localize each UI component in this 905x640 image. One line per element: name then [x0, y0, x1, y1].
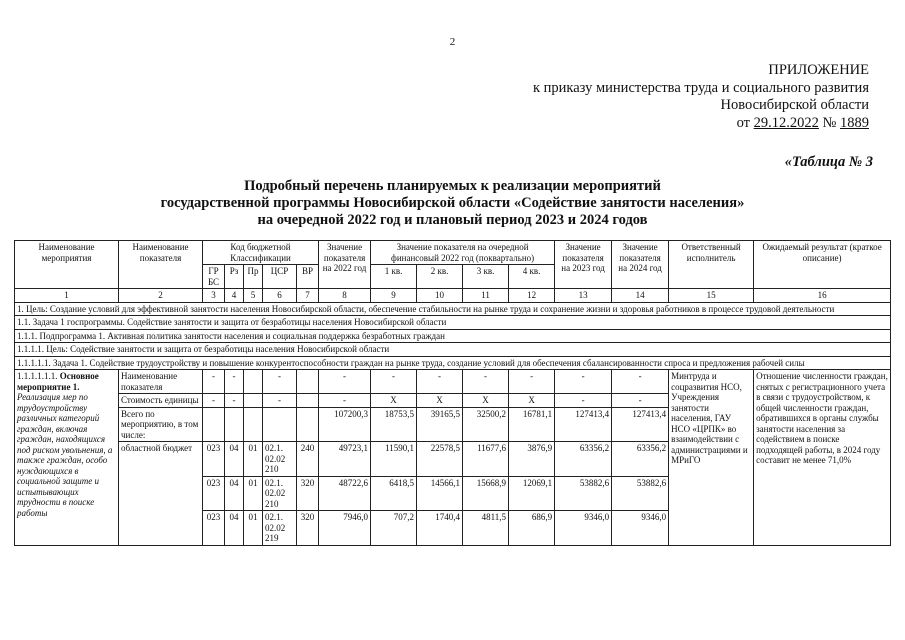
pr-cell — [244, 394, 263, 408]
value-2023-cell: 53882,6 — [555, 476, 612, 511]
header-responsible: Ответственный исполнитель — [669, 241, 754, 289]
csr-cell: 02.1. 02.02 210 — [263, 476, 297, 511]
q2-cell: 14566,1 — [417, 476, 463, 511]
measures-table — [14, 240, 891, 546]
order-date: 29.12.2022 — [753, 114, 819, 131]
rz-cell — [225, 407, 244, 442]
csr-cell: 02.1. 02.02 219 — [263, 511, 297, 546]
header-quarterly: Значение показателя на очередной финансовый 2022 год (поквартально) — [371, 241, 555, 265]
event-code: 1.1.1.1.1.1. — [17, 371, 58, 381]
rz-cell: 04 — [225, 476, 244, 511]
col-num: 13 — [555, 289, 612, 303]
indicator-cell: областной бюджет — [119, 442, 203, 546]
rz-cell: 04 — [225, 511, 244, 546]
header-q4: 4 кв. — [509, 265, 555, 289]
q3-cell: 11677,6 — [463, 442, 509, 477]
rz-cell: 04 — [225, 442, 244, 477]
date-prefix: от — [736, 114, 754, 131]
q1-cell: - — [371, 370, 417, 394]
value-2024-cell: - — [612, 394, 669, 408]
grbs-cell: 023 — [203, 511, 225, 546]
vr-cell — [297, 407, 319, 442]
section-row — [15, 356, 891, 370]
q2-cell: X — [417, 394, 463, 408]
col-num: 3 — [203, 289, 225, 303]
grbs-cell: 023 — [203, 476, 225, 511]
header-pr: Пр — [244, 265, 263, 289]
vr-cell: 240 — [297, 442, 319, 477]
value-2024-cell: 9346,0 — [612, 511, 669, 546]
vr-cell — [297, 370, 319, 394]
section-row — [15, 302, 891, 316]
document-title — [0, 178, 905, 229]
page-number: 2 — [449, 36, 456, 48]
header-csr: ЦСР — [263, 265, 297, 289]
grbs-cell — [203, 407, 225, 442]
value-2024-cell: 63356,2 — [612, 442, 669, 477]
header-value-2024: Значение показателя на 2024 год — [612, 241, 669, 289]
header-row-1 — [15, 241, 891, 265]
q1-cell: X — [371, 394, 417, 408]
table-label: «Таблица № 3 — [784, 154, 873, 170]
q2-cell: 22578,5 — [417, 442, 463, 477]
header-vr: ВР — [297, 265, 319, 289]
q1-cell: 18753,5 — [371, 407, 417, 442]
csr-cell — [263, 407, 297, 442]
value-2023-cell: - — [555, 394, 612, 408]
section-goal: 1. Цель: Создание условий для эффективной занятости населения Новосибирской области, обеспечение стабильности на рынке труда и сохранение жизни и здоровья работников в процессе трудовой деятельности — [15, 302, 891, 316]
indicator-cell: Стоимость единицы — [119, 394, 203, 408]
col-num: 16 — [754, 289, 891, 303]
value-2022-cell: 48722,6 — [319, 476, 371, 511]
csr-cell: 02.1. 02.02 210 — [263, 442, 297, 477]
grbs-cell: 023 — [203, 442, 225, 477]
title-line-1: Подробный перечень планируемых к реализации мероприятий — [244, 178, 661, 194]
col-num: 8 — [319, 289, 371, 303]
appendix-line-1: к приказу министерства труда и социального развития — [532, 79, 869, 96]
pr-cell: 01 — [244, 511, 263, 546]
q2-cell: 1740,4 — [417, 511, 463, 546]
q3-cell: 32500,2 — [463, 407, 509, 442]
header-q2: 2 кв. — [417, 265, 463, 289]
rz-cell: - — [225, 370, 244, 394]
col-num: 1 — [15, 289, 119, 303]
col-num: 10 — [417, 289, 463, 303]
q1-cell: 707,2 — [371, 511, 417, 546]
q2-cell: 39165,5 — [417, 407, 463, 442]
vr-cell: 320 — [297, 476, 319, 511]
value-2023-cell: - — [555, 370, 612, 394]
grbs-cell: - — [203, 370, 225, 394]
csr-cell: - — [263, 370, 297, 394]
header-q1: 1 кв. — [371, 265, 417, 289]
section-subprogram: 1.1.1. Подпрограмма 1. Активная политика занятости населения и социальная поддержка безработных граждан — [15, 329, 891, 343]
pr-cell: 01 — [244, 476, 263, 511]
section-task: 1.1. Задача 1 госпрограммы. Содействие занятости и защита от безработицы населения Новосибирской области — [15, 316, 891, 330]
result-cell: Отношение численности граждан, снятых с регистрационного учета в связи с трудоустройством, к общей численности граждан, обратившихся в органы службы занятости населения за содействием в поиске подходящей работы, в 2024 году составит не менее 71,0% — [754, 370, 891, 546]
q3-cell: - — [463, 370, 509, 394]
indicator-cell: Наименование показателя — [119, 370, 203, 394]
pr-cell — [244, 370, 263, 394]
q3-cell: 4811,5 — [463, 511, 509, 546]
col-num: 6 — [263, 289, 297, 303]
indicator-cell: Всего по мероприятию, в том числе: — [119, 407, 203, 442]
q3-cell: X — [463, 394, 509, 408]
section-row — [15, 329, 891, 343]
title-line-3: на очередной 2022 год и плановый период 2023 и 2024 годов — [257, 212, 648, 228]
header-indicator: Наименование показателя — [119, 241, 203, 289]
col-num: 2 — [119, 289, 203, 303]
q4-cell: 16781,1 — [509, 407, 555, 442]
grbs-cell: - — [203, 394, 225, 408]
event-name: Основное мероприятие 1. — [17, 371, 99, 392]
event-description: Реализация мер по трудоустройству различных категорий граждан, включая граждан, находящихся под риском увольнения, а также граждан, особо нуждающихся в социальной защите и испытывающих трудности в поиске работы — [17, 392, 113, 518]
value-2023-cell: 9346,0 — [555, 511, 612, 546]
value-2022-cell: 49723,1 — [319, 442, 371, 477]
event-cell — [15, 370, 119, 546]
table-row — [15, 370, 891, 394]
col-num: 9 — [371, 289, 417, 303]
header-rz: Рз — [225, 265, 244, 289]
rz-cell: - — [225, 394, 244, 408]
value-2022-cell: 107200,3 — [319, 407, 371, 442]
header-budget-code: Код бюджетной Классификации — [203, 241, 319, 265]
csr-cell: - — [263, 394, 297, 408]
column-numbers-row — [15, 289, 891, 303]
header-event: Наименование мероприятия — [15, 241, 119, 289]
order-number: 1889 — [840, 114, 869, 131]
q4-cell: 3876,9 — [509, 442, 555, 477]
value-2022-cell: 7946,0 — [319, 511, 371, 546]
appendix-block — [533, 62, 869, 132]
value-2022-cell: - — [319, 394, 371, 408]
value-2024-cell: - — [612, 370, 669, 394]
col-num: 5 — [244, 289, 263, 303]
title-line-2: государственной программы Новосибирской области «Содействие занятости населения» — [160, 195, 745, 211]
q4-cell: X — [509, 394, 555, 408]
value-2023-cell: 63356,2 — [555, 442, 612, 477]
appendix-line-2: Новосибирской области — [720, 97, 869, 113]
col-num: 15 — [669, 289, 754, 303]
section-row — [15, 316, 891, 330]
appendix-date-line — [533, 115, 869, 133]
col-num: 11 — [463, 289, 509, 303]
header-grbs: ГР БС — [203, 265, 225, 289]
section-row — [15, 343, 891, 357]
value-2023-cell: 127413,4 — [555, 407, 612, 442]
col-num: 4 — [225, 289, 244, 303]
header-value-2022: Значение показателя на 2022 год — [319, 241, 371, 289]
q1-cell: 11590,1 — [371, 442, 417, 477]
col-num: 14 — [612, 289, 669, 303]
header-q3: 3 кв. — [463, 265, 509, 289]
col-num: 7 — [297, 289, 319, 303]
pr-cell — [244, 407, 263, 442]
responsible-cell: Минтруда и соцразвития НСО, Учреждения занятости населения, ГАУ НСО «ЦРПК» во взаимодействии с администрациями и МРиГО — [669, 370, 754, 546]
section-subtask: 1.1.1.1.1. Задача 1. Содействие трудоустройству и повышение конкурентоспособности граждан на рынке труда, создание условий для обеспечения сбалансированности спроса и предложения рабочей силы — [15, 356, 891, 370]
number-sign: № — [818, 114, 840, 131]
q1-cell: 6418,5 — [371, 476, 417, 511]
pr-cell: 01 — [244, 442, 263, 477]
value-2022-cell: - — [319, 370, 371, 394]
q3-cell: 15668,9 — [463, 476, 509, 511]
header-result: Ожидаемый результат (краткое описание) — [754, 241, 891, 289]
vr-cell: 320 — [297, 511, 319, 546]
q4-cell: 12069,1 — [509, 476, 555, 511]
appendix-title: ПРИЛОЖЕНИЕ — [768, 62, 869, 78]
q4-cell: 686,9 — [509, 511, 555, 546]
q2-cell: - — [417, 370, 463, 394]
value-2024-cell: 127413,4 — [612, 407, 669, 442]
col-num: 12 — [509, 289, 555, 303]
vr-cell — [297, 394, 319, 408]
value-2024-cell: 53882,6 — [612, 476, 669, 511]
q4-cell: - — [509, 370, 555, 394]
section-subgoal: 1.1.1.1. Цель: Содействие занятости и защита от безработицы населения Новосибирской области — [15, 343, 891, 357]
header-value-2023: Значение показателя на 2023 год — [555, 241, 612, 289]
